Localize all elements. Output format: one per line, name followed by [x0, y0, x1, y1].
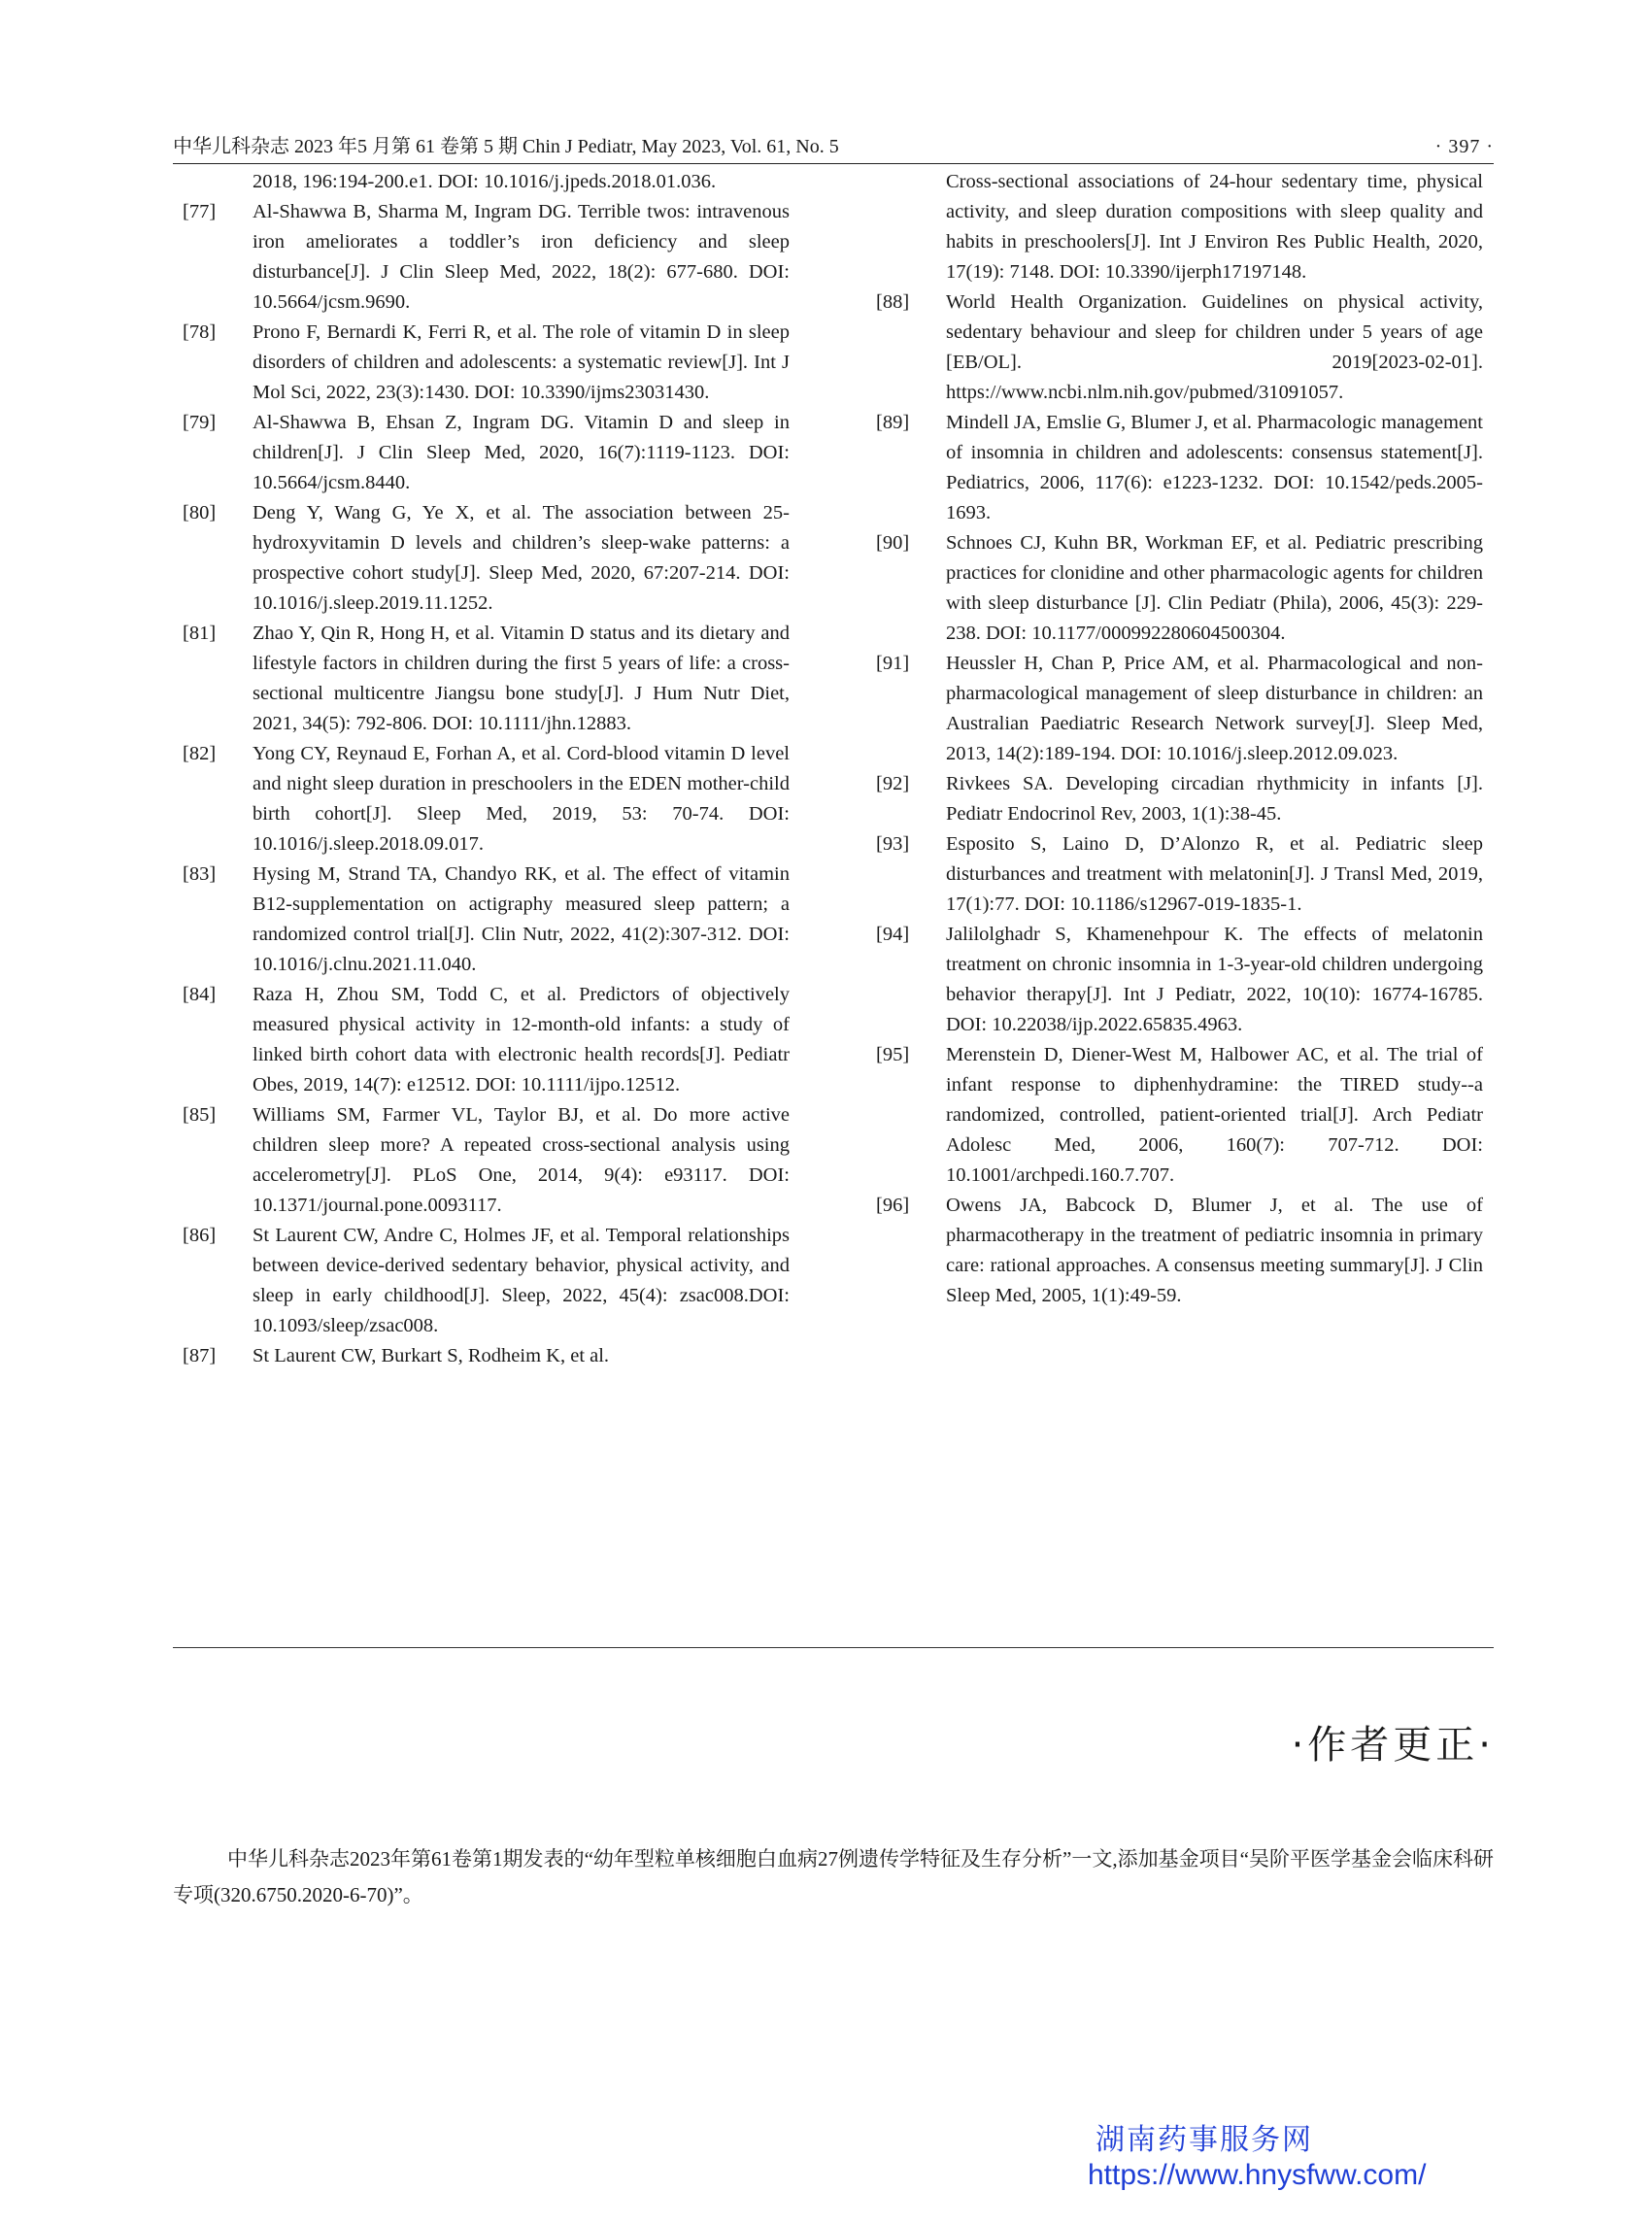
reference-number: [81] — [183, 623, 217, 644]
reference-entry — [876, 769, 1483, 829]
reference-entry — [183, 1341, 790, 1371]
reference-text: Schnoes CJ, Kuhn BR, Workman EF, et al. Pediatric prescribing practices for clonidine and other pharmacologic agents for children with sleep disturbance [J]. Clin Pediatr (Phila), 2006, 45(3): 229-238. DOI: 10.1177/000992280604500304. — [946, 532, 1483, 644]
references-left-column — [183, 167, 790, 1371]
reference-number: [91] — [876, 653, 910, 674]
reference-entry — [183, 408, 790, 498]
reference-entry — [876, 1191, 1483, 1311]
correction-body: 中华儿科杂志2023年第61卷第1期发表的“幼年型粒单核细胞白血病27例遗传学特征及生存分析”一文,添加基金项目“吴阶平医学基金会临床科研专项(320.6750.2020-6-70)”。 — [173, 1847, 1494, 1906]
reference-text: Yong CY, Reynaud E, Forhan A, et al. Cord-blood vitamin D level and night sleep duration in preschoolers in the EDEN mother-child birth cohort[J]. Sleep Med, 2019, 53: 70-74. DOI: 10.1016/j.sleep.2018.09.017. — [253, 743, 790, 855]
reference-number: [92] — [876, 773, 910, 794]
watermark — [1088, 2123, 1426, 2193]
reference-text: St Laurent CW, Andre C, Holmes JF, et al. Temporal relationships between device-derived sedentary behavior, physical activity, and sleep in early childhood[J]. Sleep, 2022, 45(4): zsac008.DOI: 10.1093/sleep/zsac008. — [253, 1225, 790, 1336]
reference-number: [93] — [876, 833, 910, 855]
section-divider — [173, 1647, 1494, 1648]
reference-entry — [876, 1040, 1483, 1191]
reference-entry — [183, 498, 790, 619]
reference-number: [89] — [876, 412, 910, 433]
reference-text: Esposito S, Laino D, D’Alonzo R, et al. Pediatric sleep disturbances and treatment with melatonin[J]. J Transl Med, 2019, 17(1):77. DOI: 10.1186/s12967-019-1835-1. — [946, 833, 1483, 915]
reference-entry — [183, 197, 790, 318]
reference-entry — [183, 1221, 790, 1341]
reference-text: Heussler H, Chan P, Price AM, et al. Pharmacological and non-pharmacological management of sleep disturbance in children: an Australian Paediatric Research Network survey[J]. Sleep Med, 2013, 14(2):189-194. DOI: 10.1016/j.sleep.2012.09.023. — [946, 653, 1483, 764]
reference-entry — [183, 860, 790, 980]
reference-entry — [183, 739, 790, 860]
reference-text: Mindell JA, Emslie G, Blumer J, et al. Pharmacologic management of insomnia in children and adolescents: consensus statement[J]. Pediatrics, 2006, 117(6): e1223-1232. DOI: 10.1542/peds.2005-1693. — [946, 412, 1483, 523]
page-number: · 397 · — [1434, 136, 1494, 157]
reference-number: [85] — [183, 1104, 217, 1126]
reference-text: Al-Shawwa B, Sharma M, Ingram DG. Terrible twos: intravenous iron ameliorates a toddler’s iron deficiency and sleep disturbance[J]. J Clin Sleep Med, 2022, 18(2): 677-680. DOI: 10.5664/jcsm.9690. — [253, 201, 790, 313]
header-rule — [173, 163, 1494, 164]
reference-number: [80] — [183, 502, 217, 523]
reference-entry — [876, 167, 1483, 287]
reference-number: [90] — [876, 532, 910, 554]
running-header — [173, 132, 1494, 161]
watermark-url: https://www.hnysfww.com/ — [1088, 2159, 1427, 2191]
reference-text: St Laurent CW, Burkart S, Rodheim K, et al. — [253, 1345, 610, 1366]
reference-entry — [876, 920, 1483, 1040]
reference-text: Merenstein D, Diener-West M, Halbower AC, et al. The trial of infant response to diphenhydramine: the TIRED study--a randomized, controlled, patient-oriented trial[J]. Arch Pediatr Adolesc Med, 2006, 160(7): 707-712. DOI: 10.1001/archpedi.160.7.707. — [946, 1044, 1483, 1186]
reference-entry — [876, 829, 1483, 920]
reference-text: Owens JA, Babcock D, Blumer J, et al. The use of pharmacotherapy in the treatment of pediatric insomnia in primary care: rational approaches. A consensus meeting summary[J]. J Clin Sleep Med, 2005, 1(1):49-59. — [946, 1195, 1483, 1306]
reference-entry — [876, 287, 1483, 408]
reference-entry — [183, 1100, 790, 1221]
reference-number: [84] — [183, 984, 217, 1005]
reference-text: Rivkees SA. Developing circadian rhythmicity in infants [J]. Pediatr Endocrinol Rev, 2003, 1(1):38-45. — [946, 773, 1483, 825]
reference-number: [78] — [183, 321, 217, 343]
reference-number: [88] — [876, 291, 910, 313]
reference-number: [95] — [876, 1044, 910, 1065]
reference-entry — [876, 528, 1483, 649]
reference-entry — [183, 619, 790, 739]
reference-text: 2018, 196:194-200.e1. DOI: 10.1016/j.jpeds.2018.01.036. — [253, 171, 717, 192]
reference-text: Prono F, Bernardi K, Ferri R, et al. The role of vitamin D in sleep disorders of children and adolescents: a systematic review[J]. Int J Mol Sci, 2022, 23(3):1430. DOI: 10.3390/ijms23031430. — [253, 321, 790, 403]
reference-number: [87] — [183, 1345, 217, 1366]
reference-number: [94] — [876, 924, 910, 945]
correction-title: ·作者更正· — [1291, 1723, 1495, 1768]
reference-entry — [876, 649, 1483, 769]
reference-text: Zhao Y, Qin R, Hong H, et al. Vitamin D status and its dietary and lifestyle factors in children during the first 5 years of life: a cross-sectional multicentre Jiangsu bone study[J]. J Hum Nutr Diet, 2021, 34(5): 792-806. DOI: 10.1111/jhn.12883. — [253, 623, 790, 734]
references-right-column — [876, 167, 1483, 1311]
reference-text: Hysing M, Strand TA, Chandyo RK, et al. The effect of vitamin B12-supplementation on actigraphy measured sleep pattern; a randomized control trial[J]. Clin Nutr, 2022, 41(2):307-312. DOI: 10.1016/j.clnu.2021.11.040. — [253, 863, 790, 975]
reference-text: Raza H, Zhou SM, Todd C, et al. Predictors of objectively measured physical activity in 12-month-old infants: a study of linked birth cohort data with electronic health records[J]. Pediatr Obes, 2019, 14(7): e12512. DOI: 10.1111/ijpo.12512. — [253, 984, 790, 1096]
journal-citation: 中华儿科杂志 2023 年5 月第 61 卷第 5 期 Chin J Pediatr, May 2023, Vol. 61, No. 5 — [173, 136, 839, 157]
reference-number: [83] — [183, 863, 217, 885]
reference-number: [79] — [183, 412, 217, 433]
watermark-site-name: 湖南药事服务网 — [1096, 2124, 1313, 2156]
reference-text: Deng Y, Wang G, Ye X, et al. The association between 25-hydroxyvitamin D levels and children’s sleep-wake patterns: a prospective cohort study[J]. Sleep Med, 2020, 67:207-214. DOI: 10.1016/j.sleep.2019.11.1252. — [253, 502, 790, 614]
reference-text: Williams SM, Farmer VL, Taylor BJ, et al. Do more active children sleep more? A repeated cross-sectional analysis using accelerometry[J]. PLoS One, 2014, 9(4): e93117. DOI: 10.1371/journal.pone.0093117. — [253, 1104, 790, 1216]
reference-number: [77] — [183, 201, 217, 222]
reference-text: Al-Shawwa B, Ehsan Z, Ingram DG. Vitamin D and sleep in children[J]. J Clin Sleep Med, 2020, 16(7):1119-1123. DOI: 10.5664/jcsm.8440. — [253, 412, 790, 493]
reference-number: [96] — [876, 1195, 910, 1216]
reference-number: [86] — [183, 1225, 217, 1246]
reference-entry — [183, 318, 790, 408]
reference-entry — [183, 980, 790, 1100]
reference-entry — [183, 167, 790, 197]
reference-text: Cross-sectional associations of 24-hour sedentary time, physical activity, and sleep duration compositions with sleep quality and habits in preschoolers[J]. Int J Environ Res Public Health, 2020, 17(19): 7148. DOI: 10.3390/ijerph17197148. — [946, 171, 1483, 283]
reference-text: Jalilolghadr S, Khamenehpour K. The effects of melatonin treatment on chronic insomnia in 1-3-year-old children undergoing behavior therapy[J]. Int J Pediatr, 2022, 10(10): 16774-16785. DOI: 10.22038/ijp.2022.65835.4963. — [946, 924, 1483, 1035]
reference-text: World Health Organization. Guidelines on physical activity, sedentary behaviour and sleep for children under 5 years of age [EB/OL]. 2019[2023-02-01]. https://www.ncbi.nlm.nih.gov/pubmed/31091057. — [946, 291, 1483, 403]
reference-entry — [876, 408, 1483, 528]
reference-number: [82] — [183, 743, 217, 764]
